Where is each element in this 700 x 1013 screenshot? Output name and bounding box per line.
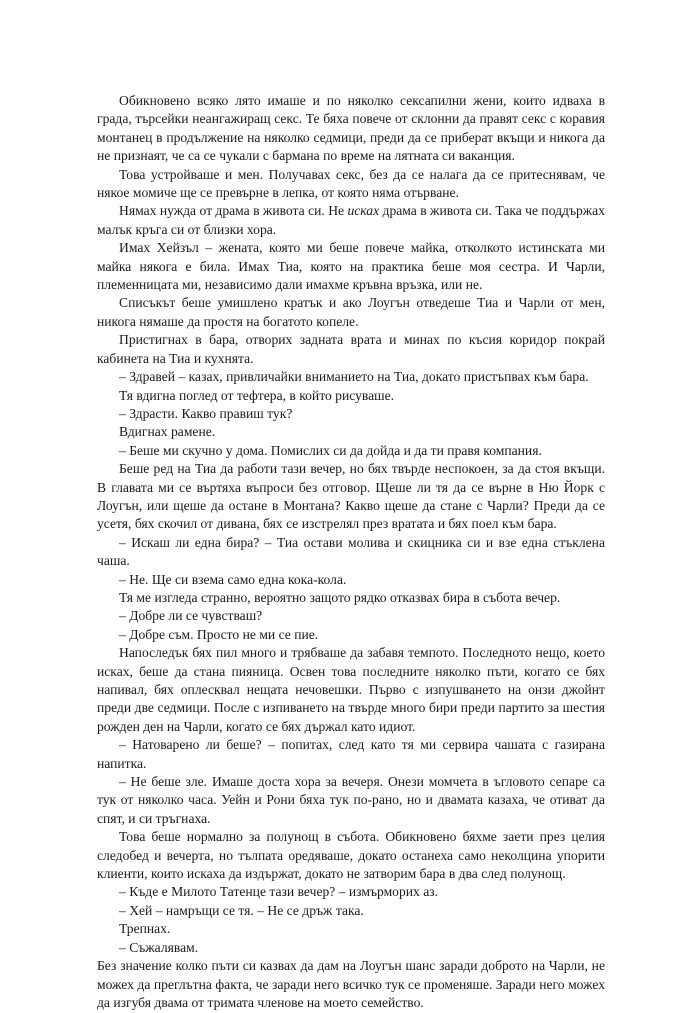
- paragraph: Тя вдигна поглед от тефтера, в който рисуваше.: [119, 387, 395, 403]
- paragraph: Обикновено всяко лято имаше и по няколко сексапилни жени, които идваха в града, търсейки неангажиращ секс. Те бяха повече от склонни да правят секс с коравия монтанец в продължение на няколко седмици, преди да се приберат вкъщи и никога да не признаят, че са се чукали с бармана по време на лятната си ваканция.: [97, 93, 605, 164]
- dialogue-line: – Добре ли се чувстваш?: [119, 608, 263, 624]
- paragraph: Без значение колко пъти си казвах да дам на Лоугън шанс заради доброто на Чарли, не можех да преглътна факта, че заради него всичко тук се променяше. Заради него можех да изгубя двама от тримата членове на моето семейство.: [97, 958, 605, 1010]
- paragraph-text: драма в живота си. Така че поддържах малък кръга си от близки хора.: [97, 203, 605, 237]
- dialogue-line: – Хей – намръщи се тя. – Не се дръж така.: [119, 902, 364, 918]
- paragraph-text: Нямах нужда от драма в живота си. Не: [119, 203, 348, 219]
- paragraph: Напоследък бях пил много и трябваше да забавя темпото. Последното нещо, което исках, беше да стана пияница. Освен това последните няколко пъти, когато се бях напивал, бях оплесквал нещата нечовешки. Първо с изпушването на онзи джойнт преди две седмици. После с изпиването на твърде много бири преди партито за шестия рожден ден на Чарли, когато се бях държал като идиот.: [97, 645, 605, 734]
- paragraph: Списъкът беше умишлено кратък и ако Лоугън отведеше Тиа и Чарли от мен, никога нямаше да простя на богатото копеле.: [97, 295, 605, 329]
- paragraph: Трепнах.: [119, 921, 171, 937]
- dialogue-line: – Не. Ще си взема само една кока-кола.: [119, 571, 347, 587]
- dialogue-line: – Къде е Милото Татенце тази вечер? – измърморих аз.: [119, 884, 439, 900]
- paragraph: Имах Хейзъл – жената, която ми беше повече майка, отколкото истинската ми майка някога е била. Имах Тиа, която на практика беше моя сестра. И Чарли, племенницата ми, независимо дали имахме кръвна връзка, или не.: [97, 240, 605, 293]
- dialogue-line: – Не беше зле. Имаше доста хора за вечеря. Онези момчета в ъгловото сепаре са тук от няколко часа. Уейн и Рони бяха тук по-рано, но и двамата казаха, че отиват да спят, и си тръгнаха.: [97, 774, 605, 826]
- dialogue-line: – Искаш ли една бира? – Тиа остави молива и скицника си и взе една стъклена чаша.: [97, 534, 605, 569]
- paragraph: Това беше нормално за полунощ в събота. Обикновено бяхме заети през целия следобед и вечерта, но тълпата оредяваше, докато останеха само неколцина упорити клиенти, които искаха да издържат, докато не затворим бара в два след полунощ.: [97, 829, 605, 882]
- dialogue-line: – Съжалявам.: [119, 939, 199, 955]
- dialogue-line: – Здрасти. Какво правиш тук?: [119, 405, 293, 421]
- dialogue-line: – Беше ми скучно у дома. Помислих си да дойда и да ти правя компания.: [119, 442, 542, 458]
- dialogue-line: – Добре съм. Просто не ми се пие.: [119, 626, 319, 642]
- dialogue-line: – Натоварено ли беше? – попитах, след като тя ми сервира чашата с газирана напитка.: [97, 737, 605, 771]
- paragraph: Пристигнах в бара, отворих задната врата и минах по късия коридор покрай кабинета на Тиа и кухнята.: [97, 332, 605, 366]
- paragraph: Вдигнах рамене.: [119, 424, 216, 440]
- paragraph: Това устройваше и мен. Получавах секс, без да се налага да се притеснявам, че някое момиче ще се превърне в лепка, от която няма отърване.: [97, 166, 605, 201]
- document-page: [97, 92, 605, 1012]
- emphasized-word: исках: [347, 203, 380, 219]
- paragraph: Беше ред на Тиа да работи тази вечер, но бях твърде неспокоен, за да стоя вкъщи. В главата ми се въртяха въпроси без отговор. Щеше ли тя да се върне в Ню Йорк с Лоугън, или щеше да остане в Монтана? Какво щеше да стане с Чарли? Преди да се усетя, бях скочил от дивана, бях се изстрелял през вратата и бях поел към бара.: [97, 461, 605, 532]
- paragraph: [97, 202, 605, 239]
- paragraph: Тя ме изгледа странно, вероятно защото рядко отказвах бира в събота вечер.: [119, 589, 561, 605]
- dialogue-line: – Здравей – казах, привличайки вниманието на Тиа, докато пристъпвах към бара.: [119, 369, 589, 385]
